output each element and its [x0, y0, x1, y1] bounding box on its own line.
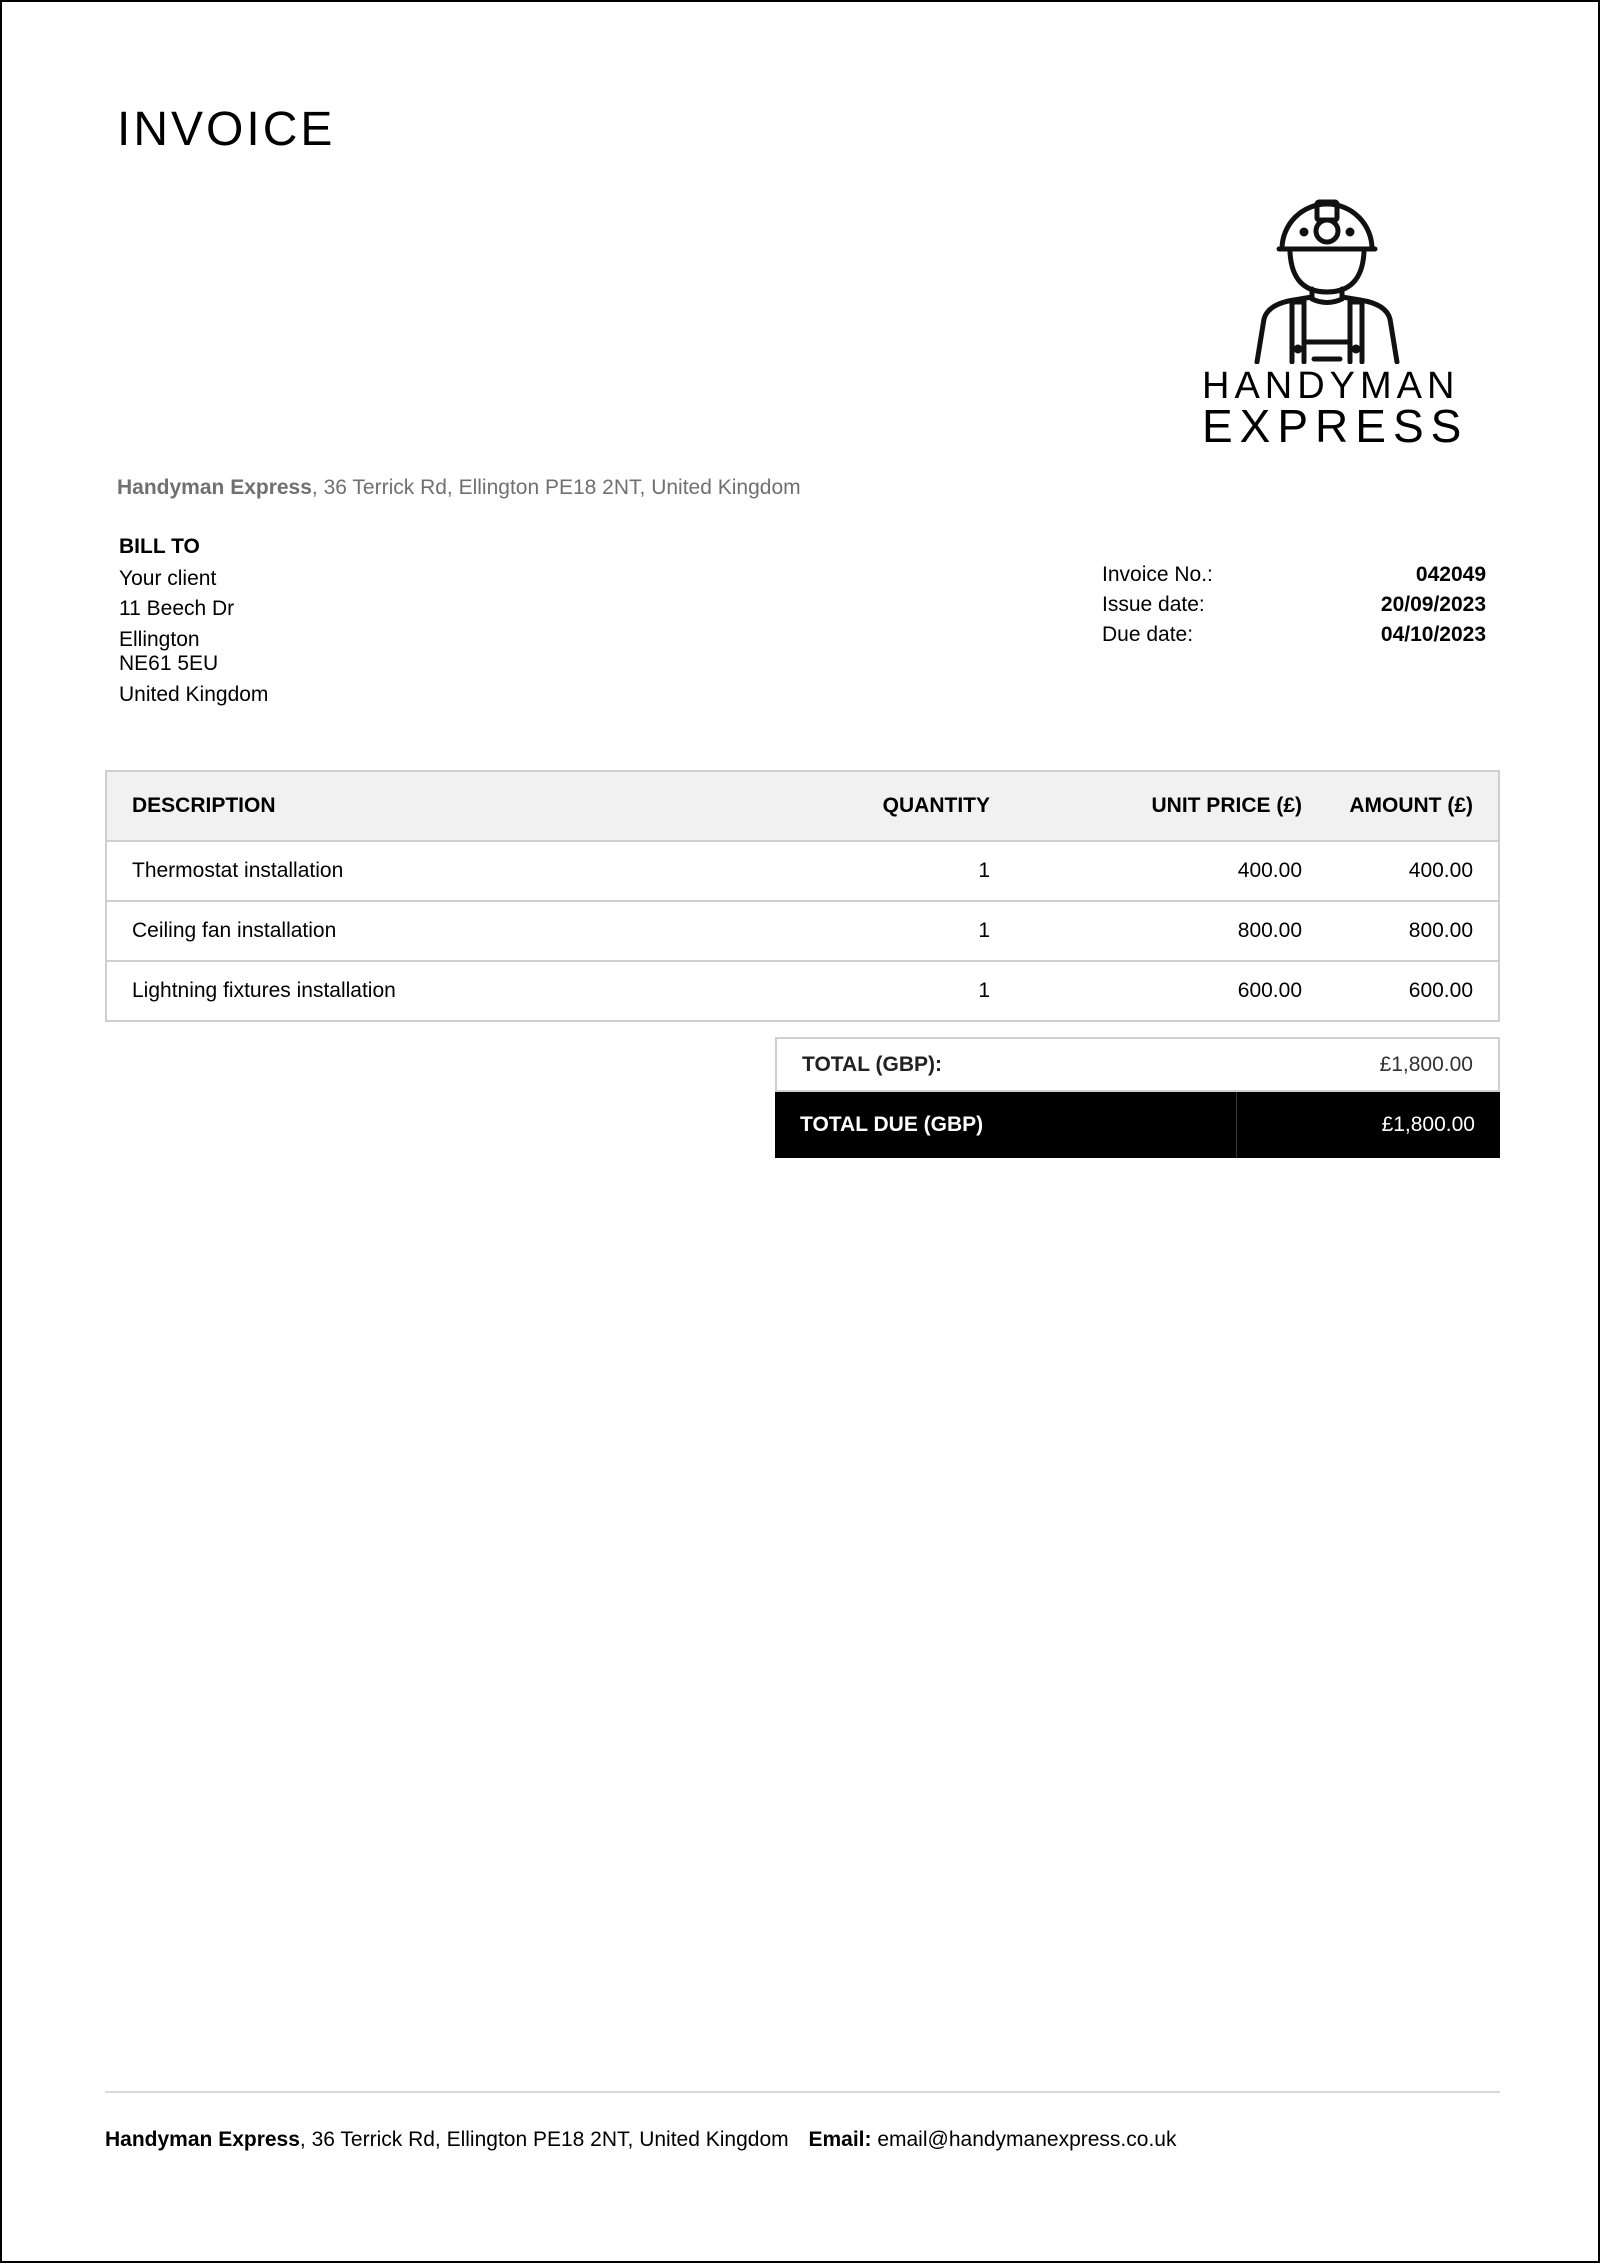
table-row	[107, 900, 1498, 960]
invoice-meta	[1102, 560, 1486, 650]
total-label: TOTAL (GBP):	[802, 1052, 942, 1076]
footer-company: Handyman Express	[105, 2128, 300, 2151]
issue-date-value: 20/09/2023	[1380, 593, 1486, 616]
logo-wordmark-line2: EXPRESS	[1202, 400, 1469, 452]
due-date-label: Due date:	[1102, 623, 1194, 646]
item-amount: 800.00	[1408, 919, 1473, 942]
company-logo	[1202, 194, 1469, 454]
footer-address: , 36 Terrick Rd, Ellington PE18 2NT, United Kingdom	[299, 2128, 789, 2151]
client-street: 11 Beech Dr	[119, 597, 235, 620]
item-unit-price: 600.00	[1237, 979, 1302, 1002]
header-unit-price: UNIT PRICE (£)	[1151, 794, 1302, 817]
table-row	[107, 960, 1498, 1020]
invoice-number-value: 042049	[1415, 563, 1486, 586]
due-date-value: 04/10/2023	[1380, 623, 1486, 646]
item-amount: 600.00	[1408, 979, 1473, 1002]
sender-name: Handyman Express	[117, 476, 312, 499]
header-description: DESCRIPTION	[132, 794, 276, 817]
item-unit-price: 800.00	[1237, 919, 1302, 942]
client-name: Your client	[119, 567, 217, 590]
total-value: £1,800.00	[1379, 1052, 1473, 1076]
total-due-row	[775, 1092, 1500, 1158]
invoice-number-row	[1102, 560, 1486, 590]
sender-address	[117, 476, 801, 500]
sender-address-text: , 36 Terrick Rd, Ellington PE18 2NT, United Kingdom	[311, 476, 801, 499]
item-quantity: 1	[978, 859, 990, 882]
logo-wordmark-line1: HANDYMAN	[1202, 365, 1460, 407]
handyman-worker-icon	[1252, 194, 1402, 364]
item-quantity: 1	[978, 979, 990, 1002]
page-title: INVOICE	[117, 103, 336, 156]
item-unit-price: 400.00	[1237, 859, 1302, 882]
item-quantity: 1	[978, 919, 990, 942]
totals-block	[775, 1037, 1500, 1158]
total-due-label: TOTAL DUE (GBP)	[775, 1092, 1237, 1158]
client-country: United Kingdom	[119, 683, 269, 706]
table-header-row	[107, 772, 1498, 840]
footer-email-label: Email:	[808, 2128, 872, 2151]
bill-to-heading: BILL TO	[119, 535, 200, 558]
due-date-row	[1102, 620, 1486, 650]
invoice-number-label: Invoice No.:	[1102, 563, 1213, 586]
footer-email: email@handymanexpress.co.uk	[871, 2128, 1177, 2151]
total-due-value: £1,800.00	[1381, 1113, 1475, 1136]
item-description: Thermostat installation	[132, 859, 344, 882]
total-row	[775, 1037, 1500, 1092]
footer	[105, 2128, 1176, 2152]
client-postcode: NE61 5EU	[119, 652, 219, 675]
line-items-table	[105, 770, 1500, 1022]
client-city: Ellington	[119, 628, 200, 651]
table-row	[107, 840, 1498, 900]
item-amount: 400.00	[1408, 859, 1473, 882]
bill-to-block	[119, 532, 268, 710]
footer-divider	[105, 2091, 1500, 2093]
issue-date-row	[1102, 590, 1486, 620]
header-quantity: QUANTITY	[882, 794, 990, 817]
item-description: Lightning fixtures installation	[132, 979, 396, 1002]
item-description: Ceiling fan installation	[132, 919, 337, 942]
issue-date-label: Issue date:	[1102, 593, 1205, 616]
header-amount: AMOUNT (£)	[1349, 794, 1473, 817]
